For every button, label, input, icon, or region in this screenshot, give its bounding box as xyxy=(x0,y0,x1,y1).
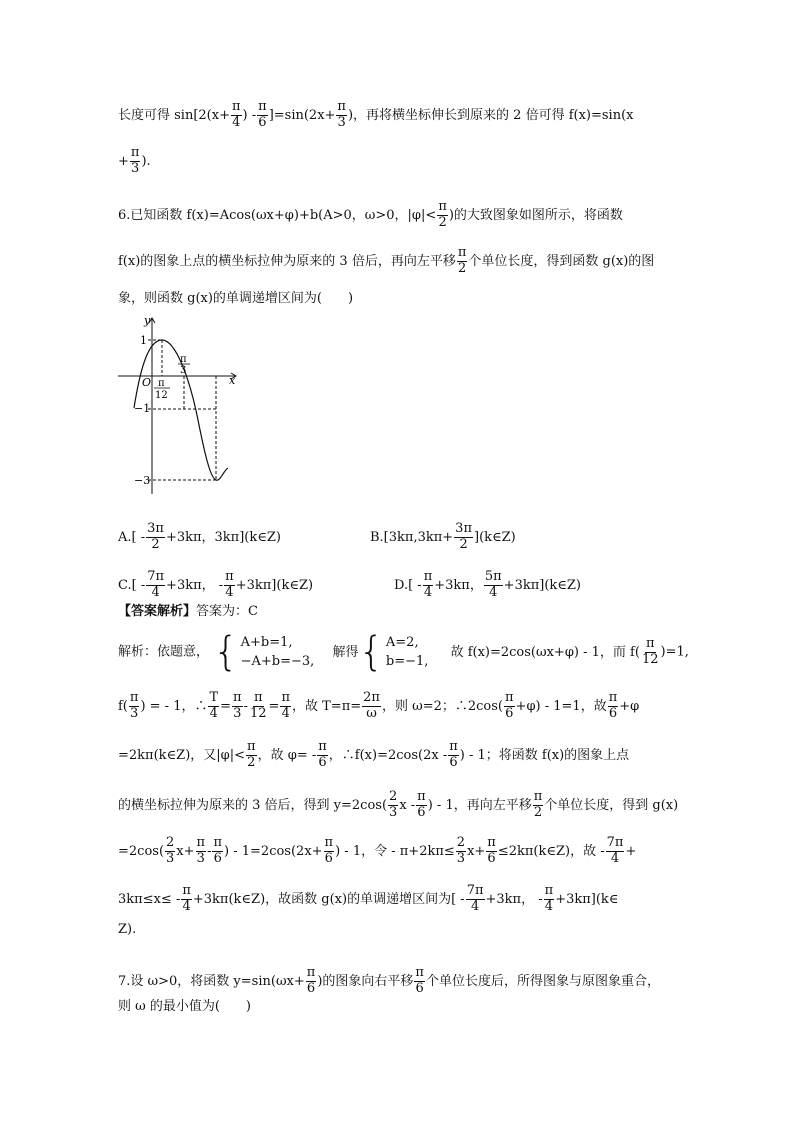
fraction: $\frac{2}{3}$ xyxy=(166,835,175,866)
fraction: $\frac{\pi}{6}$ xyxy=(449,739,458,770)
fraction: $\frac{\pi}{4}$ xyxy=(225,569,234,600)
fraction: $\frac{\pi}{6}$ xyxy=(417,789,426,820)
tick-label: −3 xyxy=(134,474,151,487)
x-axis-label: x xyxy=(229,374,236,387)
fraction: $\frac{\pi}{3}$ xyxy=(196,835,206,866)
fraction: $\frac{2\pi}{\omega}$ xyxy=(363,690,380,721)
fraction: $\frac{\pi}{6}$ xyxy=(258,99,267,130)
fraction: $\frac{\pi}{4}$ xyxy=(281,690,290,721)
tick-label: 12 xyxy=(155,390,168,401)
question-6-stem: f(x)的图象上点的横坐标拉伸为原来的 3 倍后，再向左平移 $\frac{\pi}{2}$ 个单位长度，得到函数 g(x)的图 xyxy=(118,245,655,276)
tick-label: 1 xyxy=(140,334,147,347)
option-a: A.[ - $\frac{3\pi}{2}$ +3kπ，3kπ](k∈Z) xyxy=(118,521,281,552)
origin-label: O xyxy=(142,376,152,389)
option-c: C.[ - $\frac{7\pi}{4}$ +3kπ， - $\frac{\pi}{4}$ +3kπ](k∈Z) xyxy=(118,569,314,600)
fraction: $\frac{\pi}{2}$ xyxy=(533,789,543,820)
fraction: $\frac{\pi}{3}$ xyxy=(233,690,242,721)
tick-label: π xyxy=(180,354,187,365)
fraction: $\frac{\pi}{6}$ xyxy=(415,965,424,996)
option-d: D.[ - $\frac{\pi}{4}$ +3kπ， $\frac{5\pi}{4}$ +3kπ](k∈Z) xyxy=(394,569,582,600)
fraction: $\frac{\pi}{4}$ xyxy=(544,883,554,914)
text: 长度可得 sin[2(x+ xyxy=(118,107,230,123)
tick-label: −1 xyxy=(134,402,151,415)
solution-row: Z). xyxy=(118,922,137,937)
fraction: $\frac{2}{3}$ xyxy=(456,835,466,866)
fraction: $\frac{\pi}{2}$ xyxy=(438,199,447,230)
fraction: $\frac{\pi}{6}$ xyxy=(306,965,316,996)
answer-line xyxy=(118,605,258,618)
fraction: $\frac{7\pi}{4}$ xyxy=(606,835,624,866)
fraction: $\frac{\pi}{4}$ xyxy=(231,99,241,130)
question-7-stem: 7.设 ω>0，将函数 y=sin(ωx+ $\frac{\pi}{6}$ )的图象向右平移 $\frac{\pi}{6}$ 个单位长度后，所得图象与原图象重合， xyxy=(118,965,660,996)
fraction: $\frac{\pi}{2}$ xyxy=(247,739,256,770)
fraction: $\frac{\pi}{4}$ xyxy=(182,883,191,914)
solution-row: f( $\frac{\pi}{3}$ ) = - 1，∴ $\frac{T}{4}$ = $\frac{\pi}{3}$ - $\frac{\pi}{12}$ = $\frac{\pi}{4}$ ，故 T=π= $\frac{2\pi}{\omega}$ ，则 ω=2；∴2cos( $\frac{\pi}{6}$ +φ) - 1=1，故 $\frac{\pi}{6}$ +φ xyxy=(118,690,640,721)
solution-row: 解析：依题意， { A+b=1, −A+b=−3, 解得 { A=2, b=−1, 故 f(x)=2cos(ωx+φ) - 1，而 f( $\frac{\pi}{12}$ )=1, xyxy=(118,629,689,675)
fraction: $\frac{5\pi}{4}$ xyxy=(484,569,502,600)
fraction: $\frac{3\pi}{2}$ xyxy=(455,521,472,552)
answer-tag: 【答案解析】 xyxy=(118,604,197,619)
fraction: $\frac{\pi}{2}$ xyxy=(457,245,467,276)
fraction: $\frac{\pi}{3}$ xyxy=(129,690,139,721)
fraction: $\frac{\pi}{6}$ xyxy=(505,690,514,721)
question-7-stem: 则 ω 的最小值为( ) xyxy=(118,999,252,1014)
fraction: $\frac{\pi}{6}$ xyxy=(318,739,327,770)
function-graph xyxy=(118,310,248,495)
fraction: $\frac{7\pi}{4}$ xyxy=(147,569,165,600)
y-axis-label: y xyxy=(144,314,151,327)
fraction: $\frac{7\pi}{4}$ xyxy=(466,883,484,914)
fraction: $\frac{T}{4}$ xyxy=(209,690,219,721)
fraction: $\frac{\pi}{3}$ xyxy=(337,99,346,130)
solution-text-line: 长度可得 sin[2(x+ $\frac{\pi}{4}$ ) - $\frac{\pi}{6}$ ]=sin(2x+ $\frac{\pi}{3}$ )，再将横坐标伸长到原来的 2 倍可得 f(x)=sin(x xyxy=(118,99,634,130)
question-6-stem: 6.已知函数 f(x)=Acos(ωx+φ)+b(A>0，ω>0，|φ|< $\frac{\pi}{2}$ )的大致图象如图所示，将函数 xyxy=(118,199,623,230)
fraction: $\frac{\pi}{6}$ xyxy=(487,835,496,866)
solution-row: =2cos( $\frac{2}{3}$ x+ $\frac{\pi}{3}$ - $\frac{\pi}{6}$ ) - 1=2cos(2x+ $\frac{\pi}{6}$ ) - 1，令 - π+2kπ≤ $\frac{2}{3}$ x+ $\frac{\pi}{6}$ ≤2kπ(k∈Z)，故 - $\frac{7\pi}{4}$ + xyxy=(118,835,637,866)
solution-row: =2kπ(k∈Z)，又|φ|< $\frac{\pi}{2}$ ，故 φ= - $\frac{\pi}{6}$ ，∴f(x)=2cos(2x - $\frac{\pi}{6}$ ) - 1；将函数 f(x)的图象上点 xyxy=(118,739,630,770)
system-solution: { A=2, b=−1, xyxy=(358,629,429,675)
fraction: $\frac{\pi}{4}$ xyxy=(423,569,433,600)
option-b: B.[3kπ,3kπ+ $\frac{3\pi}{2}$ ](k∈Z) xyxy=(370,521,516,552)
fraction: $\frac{2}{3}$ xyxy=(389,789,398,820)
tick-label: 3 xyxy=(180,365,187,376)
fraction: $\frac{\pi}{12}$ xyxy=(641,635,659,667)
question-6-stem: 象，则函数 g(x)的单调递增区间为( ) xyxy=(118,291,354,306)
tick-label: π xyxy=(158,378,165,389)
fraction: $\frac{3\pi}{2}$ xyxy=(147,521,164,552)
solution-text-line: + $\frac{\pi}{3}$ ). xyxy=(118,145,151,176)
system-of-equations: { A+b=1, −A+b=−3, xyxy=(213,629,315,675)
solution-row: 的横坐标拉伸为原来的 3 倍后，得到 y=2cos( $\frac{2}{3}$ x - $\frac{\pi}{6}$ ) - 1，再向左平移 $\frac{\pi}{2}$ 个单位长度，得到 g(x) xyxy=(118,789,679,820)
fraction: $\frac{\pi}{3}$ xyxy=(130,145,140,176)
fraction: $\frac{\pi}{6}$ xyxy=(324,835,334,866)
solution-row: 3kπ≤x≤ - $\frac{\pi}{4}$ +3kπ(k∈Z)，故函数 g(x)的单调递增区间为[ - $\frac{7\pi}{4}$ +3kπ， - $\frac{\pi}{4}$ +3kπ](k∈ xyxy=(118,883,619,914)
answer-text: 答案为：C xyxy=(196,604,258,619)
fraction: $\frac{\pi}{12}$ xyxy=(250,690,267,721)
fraction: $\frac{\pi}{6}$ xyxy=(213,835,223,866)
fraction: $\frac{\pi}{6}$ xyxy=(608,690,618,721)
